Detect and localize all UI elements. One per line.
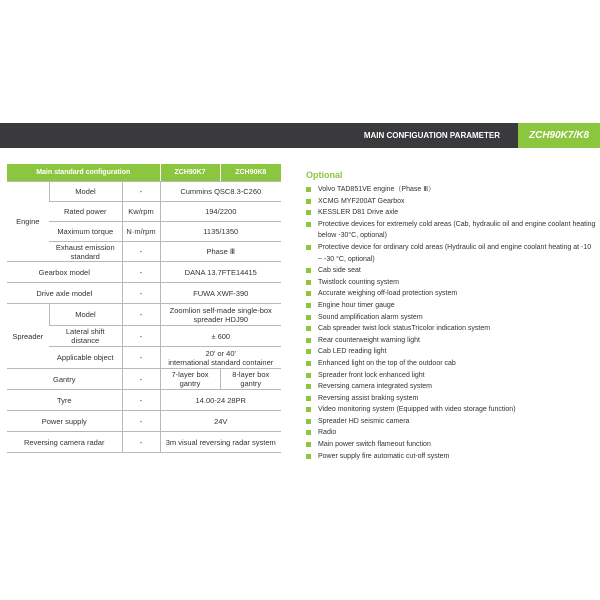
radar-value: 3m visual reversing radar system [160, 432, 281, 453]
spec-table [7, 164, 281, 453]
engine-emission-value: Phase Ⅲ [160, 242, 281, 262]
axle-unit: - [122, 283, 160, 304]
optional-item-text: Cab side seat [318, 267, 361, 275]
optional-item-text: Cab LED reading light [318, 348, 387, 356]
optional-item-text: Volvo TAD851VE engine（Phase Ⅲ） [318, 186, 436, 193]
table-row [7, 182, 281, 202]
spreader-model-unit: - [122, 304, 160, 326]
table-row [7, 326, 281, 347]
list-item [306, 242, 596, 265]
optional-item-text: Spreader HD seismic camera [318, 417, 410, 425]
axle-label: Drive axle model [7, 283, 122, 304]
list-item [306, 358, 596, 370]
bullet-square-icon [306, 384, 311, 389]
power-supply-value: 24V [160, 411, 281, 432]
table-row [7, 242, 281, 262]
tyre-label: Tyre [7, 390, 122, 411]
bullet-square-icon [306, 315, 311, 320]
engine-model-label: Model [49, 182, 122, 202]
bullet-square-icon [306, 210, 311, 215]
bullet-square-icon [306, 187, 311, 192]
optional-item-text: Engine hour timer gauge [318, 301, 395, 309]
optional-item-text: Twistlock counting system [318, 278, 399, 286]
list-item [306, 439, 596, 451]
spreader-object-standard: international standard container [168, 357, 274, 367]
list-item [306, 265, 596, 277]
optional-title: Optional [306, 170, 343, 180]
bullet-square-icon [306, 280, 311, 285]
table-row [7, 262, 281, 283]
optional-item-text: Enhanced light on the top of the outdoor cab [318, 359, 456, 367]
list-item [306, 207, 596, 219]
radar-unit: - [122, 432, 160, 453]
table-row [7, 347, 281, 369]
list-item [306, 370, 596, 382]
table-row [7, 222, 281, 242]
bullet-square-icon [306, 268, 311, 273]
bullet-square-icon [306, 407, 311, 412]
bullet-square-icon [306, 373, 311, 378]
spreader-shift-value: ± 600 [160, 326, 281, 347]
optional-item-text: Rear counterweight warning light [318, 336, 420, 344]
list-item [306, 196, 596, 208]
bullet-square-icon [306, 349, 311, 354]
spreader-object-unit: - [122, 347, 160, 369]
power-supply-unit: - [122, 411, 160, 432]
optional-item-text: XCMG MYF200AT Gearbox [318, 197, 405, 205]
optional-item-text: Reversing assist braking system [318, 394, 419, 402]
optional-section [306, 170, 596, 462]
spreader-group-label: Spreader [7, 304, 49, 369]
spreader-object-label: Applicable object [49, 347, 122, 369]
spreader-object-size: 20' or 40' [205, 348, 236, 358]
banner-title: MAIN CONFIGUATION PARAMETER [0, 123, 518, 148]
gantry-k7: 7-layer box gantry [160, 369, 220, 390]
engine-model-unit: - [122, 182, 160, 202]
list-item [306, 427, 596, 439]
bullet-square-icon [306, 338, 311, 343]
list-item [306, 335, 596, 347]
optional-item-text: Sound amplification alarm system [318, 313, 423, 321]
list-item [306, 346, 596, 358]
bullet-square-icon [306, 454, 311, 459]
header-banner [0, 123, 600, 148]
engine-power-value: 194/2200 [160, 202, 281, 222]
radar-label: Reversing camera radar [7, 432, 122, 453]
list-item [306, 404, 596, 416]
bullet-square-icon [306, 361, 311, 366]
bullet-square-icon [306, 396, 311, 401]
table-header-row [7, 164, 281, 182]
engine-group-label: Engine [7, 182, 49, 262]
optional-list [306, 184, 596, 462]
gearbox-value: DANA 13.7FTE14415 [160, 262, 281, 283]
optional-item-text: Reversing camera integrated system [318, 383, 432, 391]
optional-item-text: Video monitoring system (Equipped with video storage function) [318, 406, 516, 414]
list-item [306, 451, 596, 463]
table-row [7, 432, 281, 453]
engine-emission-label: Exhaust emission standard [49, 242, 122, 262]
optional-item-text: Protective device for ordinary cold areas (Hydraulic oil and engine coolant heating at -10 ~ -30 °C, optional) [318, 243, 592, 263]
optional-item-text: KESSLER D81 Drive axle [318, 209, 399, 217]
header-config: Main standard configuration [7, 164, 160, 182]
table-row [7, 304, 281, 326]
spreader-model-label: Model [49, 304, 122, 326]
power-supply-label: Power supply [7, 411, 122, 432]
spreader-object-value [160, 347, 281, 369]
gantry-k8: 8-layer box gantry [220, 369, 281, 390]
optional-item-text: Power supply fire automatic cut-off system [318, 452, 450, 460]
engine-emission-unit: - [122, 242, 160, 262]
list-item [306, 381, 596, 393]
bullet-square-icon [306, 326, 311, 331]
banner-model: ZCH90K7/K8 [518, 123, 600, 148]
engine-torque-value: 1135/1350 [160, 222, 281, 242]
tyre-value: 14.00-24 28PR [160, 390, 281, 411]
list-item [306, 416, 596, 428]
list-item [306, 393, 596, 405]
header-k7: ZCH90K7 [160, 164, 220, 182]
engine-torque-label: Maximum torque [49, 222, 122, 242]
table-row [7, 369, 281, 390]
table-row [7, 283, 281, 304]
bullet-square-icon [306, 303, 311, 308]
optional-item-text: Protective devices for extremely cold areas (Cab, hydraulic oil and engine coolant heating below -30°C, optional) [318, 220, 596, 240]
list-item [306, 219, 596, 242]
optional-item-text: Radio [318, 429, 337, 437]
table-row [7, 411, 281, 432]
bullet-square-icon [306, 222, 311, 227]
bullet-square-icon [306, 245, 311, 250]
bullet-square-icon [306, 442, 311, 447]
engine-power-unit: Kw/rpm [122, 202, 160, 222]
tyre-unit: - [122, 390, 160, 411]
table-row [7, 202, 281, 222]
gantry-label: Gantry [7, 369, 122, 390]
optional-item-text: Accurate weighing off-load protection system [318, 290, 458, 298]
table-row [7, 390, 281, 411]
bullet-square-icon [306, 199, 311, 204]
spreader-shift-unit: - [122, 326, 160, 347]
bullet-square-icon [306, 430, 311, 435]
list-item [306, 300, 596, 312]
optional-item-text: Main power switch flameout function [318, 441, 431, 449]
list-item [306, 184, 596, 196]
list-item [306, 323, 596, 335]
gearbox-unit: - [122, 262, 160, 283]
spreader-model-value: Zoomlion self-made single-box spreader HDJ90 [160, 304, 281, 326]
optional-item-text: Spreader front lock enhanced light [318, 371, 425, 379]
optional-item-text: Cab spreader twist lock statusTricolor indication system [318, 325, 491, 333]
engine-power-label: Rated power [49, 202, 122, 222]
list-item [306, 312, 596, 324]
engine-torque-unit: N·m/rpm [122, 222, 160, 242]
axle-value: FUWA XWF-390 [160, 283, 281, 304]
list-item [306, 277, 596, 289]
spreader-shift-label: Lateral shift distance [49, 326, 122, 347]
bullet-square-icon [306, 291, 311, 296]
header-k8: ZCH90K8 [220, 164, 281, 182]
gantry-unit: - [122, 369, 160, 390]
gearbox-label: Gearbox model [7, 262, 122, 283]
bullet-square-icon [306, 419, 311, 424]
engine-model-value: Cummins QSC8.3-C260 [160, 182, 281, 202]
list-item [306, 288, 596, 300]
